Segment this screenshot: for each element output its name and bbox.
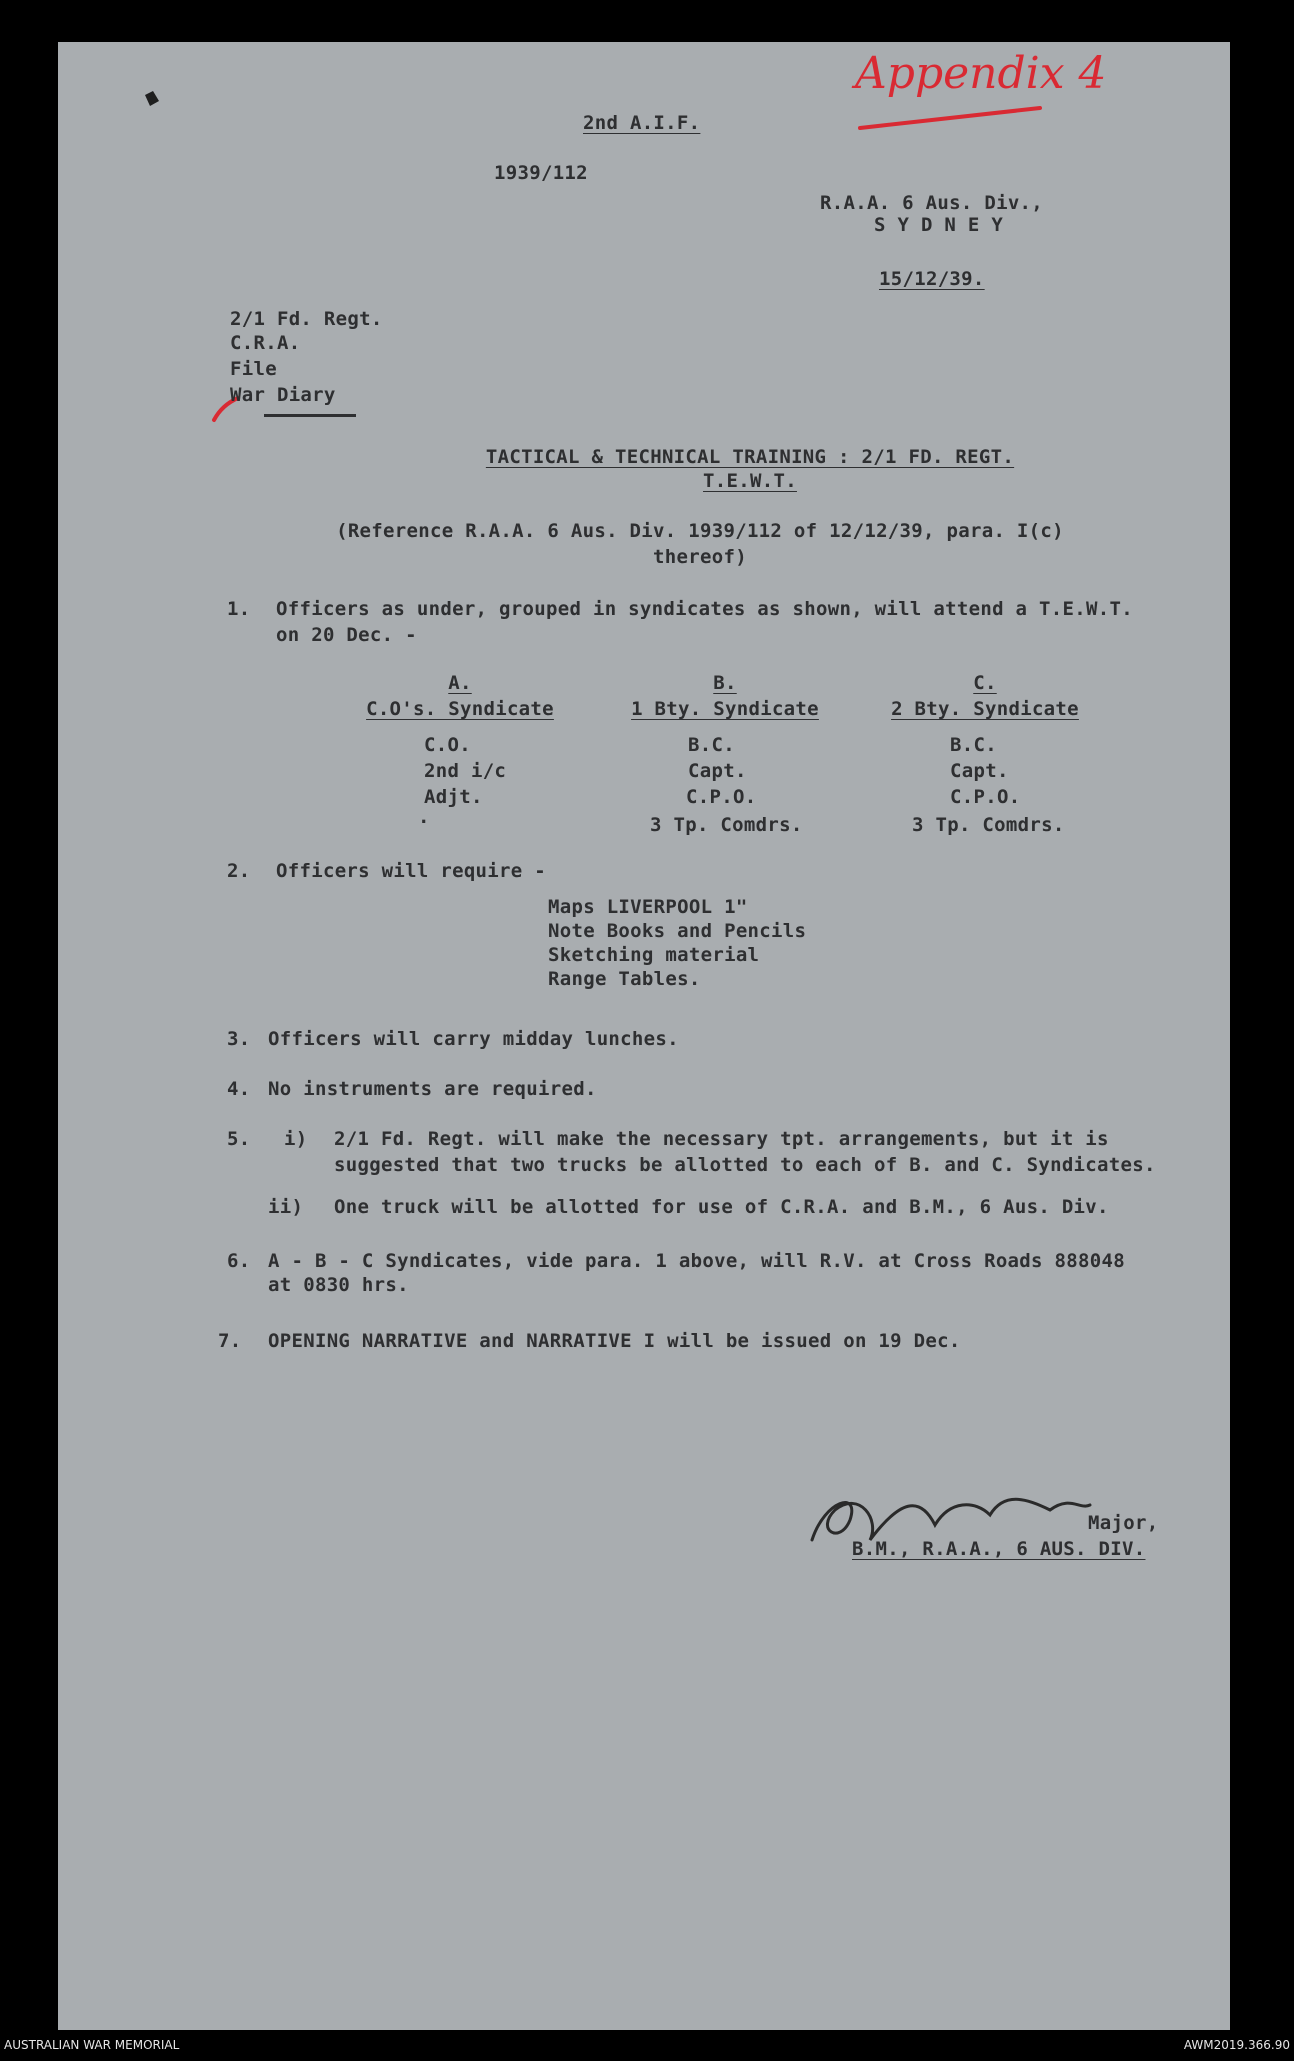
para-text: A - B - C Syndicates, vide para. 1 above, will R.V. at Cross Roads 888048 — [268, 1250, 1125, 1272]
requirement-item: Maps LIVERPOOL 1" — [548, 896, 748, 918]
para-text: Officers will carry midday lunches. — [268, 1028, 679, 1050]
syndicate-member: C.P.O. — [686, 786, 757, 808]
syndicate-member: Capt. — [688, 760, 747, 782]
handwritten-annotation: Appendix 4 — [855, 48, 1107, 99]
para-number: 1. — [227, 598, 251, 620]
distribution-item: File — [230, 358, 277, 380]
signatory-appointment: B.M., R.A.A., 6 AUS. DIV. — [852, 1538, 1146, 1560]
red-underline-stroke — [860, 108, 1040, 128]
para-text: 2/1 Fd. Regt. will make the necessary tpt. arrangements, but it is — [334, 1128, 1109, 1150]
para-number: 6. — [227, 1250, 251, 1272]
syndicate-letter: B. — [713, 672, 737, 694]
document-date: 15/12/39. — [879, 268, 985, 290]
subject-subtitle: T.E.W.T. — [703, 470, 797, 492]
para-number: 3. — [227, 1028, 251, 1050]
para-number: 5. — [227, 1128, 251, 1150]
hole-punch-mark — [145, 91, 159, 106]
subject-title: TACTICAL & TECHNICAL TRAINING : 2/1 FD. REGT. — [485, 446, 1015, 468]
footer-credit: AUSTRALIAN WAR MEMORIAL — [4, 2038, 180, 2052]
para-text: No instruments are required. — [268, 1078, 597, 1100]
para-text: at 0830 hrs. — [268, 1274, 409, 1296]
requirement-item: Note Books and Pencils — [548, 920, 807, 942]
originating-place: S Y D N E Y — [874, 214, 1004, 236]
para-text: suggested that two trucks be allotted to each of B. and C. Syndicates. — [334, 1154, 1156, 1176]
distribution-item: War Diary — [230, 384, 336, 406]
force-heading: 2nd A.I.F. — [583, 112, 701, 134]
para-text: OPENING NARRATIVE and NARRATIVE I will be issued on 19 Dec. — [268, 1330, 961, 1352]
war-diary-underline — [264, 414, 356, 417]
syndicate-letter: A. — [448, 672, 472, 694]
syndicate-member: C.P.O. — [950, 786, 1021, 808]
para-text: Officers will require - — [276, 860, 546, 882]
para-number: 2. — [227, 860, 251, 882]
syndicate-letter: C. — [973, 672, 997, 694]
syndicate-member: C.O. — [424, 734, 471, 756]
syndicate-title: 2 Bty. Syndicate — [891, 698, 1079, 720]
para-text: One truck will be allotted for use of C.R.A. and B.M., 6 Aus. Div. — [334, 1196, 1109, 1218]
para-text: on 20 Dec. - — [276, 624, 417, 646]
requirement-item: Range Tables. — [548, 968, 701, 990]
footer-accession-number: AWM2019.366.90 — [1183, 2038, 1290, 2052]
para-text: Officers as under, grouped in syndicates as shown, will attend a T.E.W.T. — [276, 598, 1133, 620]
syndicate-member: 3 Tp. Comdrs. — [650, 814, 803, 836]
para-number: 7. — [218, 1330, 242, 1352]
syndicate-member: B.C. — [688, 734, 735, 756]
signatory-rank: Major, — [1088, 1512, 1159, 1534]
para-number: 4. — [227, 1078, 251, 1100]
distribution-item: C.R.A. — [230, 332, 301, 354]
reference-line: thereof) — [653, 546, 747, 568]
syndicate-member: B.C. — [950, 734, 997, 756]
reference-line: (Reference R.A.A. 6 Aus. Div. 1939/112 of 12/12/39, para. I(c) — [336, 520, 1064, 542]
subpara-number: i) — [284, 1128, 308, 1150]
requirement-item: Sketching material — [548, 944, 760, 966]
file-reference: 1939/112 — [494, 162, 588, 184]
signature-mark — [812, 1499, 1090, 1540]
syndicate-member: 3 Tp. Comdrs. — [912, 814, 1065, 836]
originating-office: R.A.A. 6 Aus. Div., — [820, 192, 1044, 214]
syndicate-member: 2nd i/c — [424, 760, 507, 782]
syndicate-title: C.O's. Syndicate — [366, 698, 554, 720]
syndicate-member: Capt. — [950, 760, 1009, 782]
subpara-number: ii) — [268, 1196, 304, 1218]
syndicate-title: 1 Bty. Syndicate — [631, 698, 819, 720]
syndicate-member: Adjt. — [424, 786, 483, 808]
distribution-item: 2/1 Fd. Regt. — [230, 308, 383, 330]
syndicate-member: . — [418, 806, 430, 828]
